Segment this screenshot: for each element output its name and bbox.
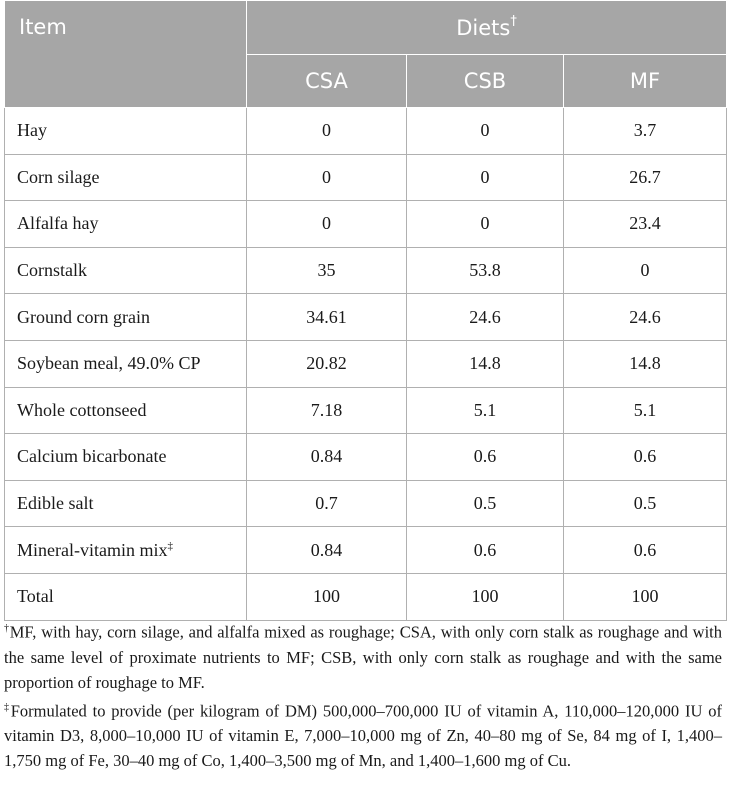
table-row [5, 294, 727, 341]
diets-group-header [247, 1, 727, 55]
footnote-text: MF, with hay, corn silage, and alfalfa mixed as roughage; CSA, with only corn stalk as roughage and with the same level of proximate nutrients to MF; CSB, with only corn stalk as roughage and with the same proportion of roughage to MF. [4, 622, 723, 692]
table-row [5, 108, 727, 155]
footnote-marker: ‡ [4, 701, 11, 713]
table-row [5, 573, 727, 620]
footnotes [4, 616, 722, 773]
cell-csb: 5.1 [407, 387, 564, 434]
diet-composition-table-container [4, 0, 726, 621]
cell-csa: 100 [247, 573, 407, 620]
table-body [5, 108, 727, 621]
table-row [5, 387, 727, 434]
footnote-text: Formulated to provide (per kilogram of DM) 500,000–700,000 IU of vitamin A, 110,000–120,000 IU of vitamin D3, 8,000–10,000 IU of vitamin E, 7,000–10,000 mg of Zn, 40–80 mg of Se, 84 mg of I, 1,400–1,750 mg of Fe, 30–40 mg of Co, 1,400–3,500 mg of Mn, and 1,400–1,600 mg of Cu. [4, 701, 722, 770]
cell-csa: 7.18 [247, 387, 407, 434]
cell-csb: 0 [407, 201, 564, 248]
row-label [5, 480, 247, 527]
cell-csb: 14.8 [407, 340, 564, 387]
cell-csb: 0.6 [407, 434, 564, 481]
row-label [5, 527, 247, 574]
cell-mf: 14.8 [564, 340, 727, 387]
cell-mf: 24.6 [564, 294, 727, 341]
column-header-mf: MF [564, 55, 727, 108]
table-row [5, 480, 727, 527]
row-label [5, 340, 247, 387]
row-label-text: Whole cottonseed [17, 399, 147, 420]
cell-csa: 0.7 [247, 480, 407, 527]
row-label-text: Mineral-vitamin mix [17, 539, 168, 560]
header-row-top [5, 1, 727, 55]
row-label [5, 294, 247, 341]
row-label [5, 154, 247, 201]
cell-mf: 26.7 [564, 154, 727, 201]
cell-mf: 0 [564, 247, 727, 294]
table-row [5, 247, 727, 294]
row-label-text: Corn silage [17, 166, 100, 187]
row-label-text: Alfalfa hay [17, 213, 99, 234]
diet-composition-table [4, 0, 727, 621]
cell-mf: 5.1 [564, 387, 727, 434]
footnote-double-dagger [4, 695, 722, 774]
footnote-dagger [4, 616, 722, 695]
row-label-text: Hay [17, 120, 47, 141]
cell-mf: 0.5 [564, 480, 727, 527]
table-row [5, 434, 727, 481]
table-row [5, 527, 727, 574]
row-footnote-marker: ‡ [167, 539, 173, 552]
cell-csb: 0 [407, 108, 564, 155]
row-label [5, 201, 247, 248]
table-row [5, 340, 727, 387]
cell-mf: 0.6 [564, 434, 727, 481]
cell-csa: 34.61 [247, 294, 407, 341]
row-label [5, 247, 247, 294]
cell-mf: 23.4 [564, 201, 727, 248]
cell-csa: 35 [247, 247, 407, 294]
row-label-text: Total [17, 586, 54, 607]
cell-csa: 0.84 [247, 527, 407, 574]
table-header [5, 1, 727, 108]
cell-csb: 53.8 [407, 247, 564, 294]
diets-label: Diets [456, 15, 511, 40]
cell-mf: 3.7 [564, 108, 727, 155]
row-label-text: Cornstalk [17, 260, 87, 281]
row-label-text: Calcium bicarbonate [17, 446, 167, 467]
table-row [5, 154, 727, 201]
cell-csa: 0.84 [247, 434, 407, 481]
row-label [5, 573, 247, 620]
cell-csa: 0 [247, 108, 407, 155]
item-column-header: Item [5, 1, 247, 108]
cell-csb: 0 [407, 154, 564, 201]
cell-csa: 20.82 [247, 340, 407, 387]
cell-csa: 0 [247, 201, 407, 248]
cell-csb: 100 [407, 573, 564, 620]
footnote-marker: † [4, 623, 10, 634]
row-label-text: Ground corn grain [17, 306, 150, 327]
cell-csb: 0.6 [407, 527, 564, 574]
cell-csb: 24.6 [407, 294, 564, 341]
row-label-text: Edible salt [17, 493, 94, 514]
row-label [5, 108, 247, 155]
row-label [5, 434, 247, 481]
cell-mf: 100 [564, 573, 727, 620]
table-row [5, 201, 727, 248]
cell-csa: 0 [247, 154, 407, 201]
column-header-csa: CSA [247, 55, 407, 108]
cell-mf: 0.6 [564, 527, 727, 574]
row-label [5, 387, 247, 434]
diets-footnote-marker: † [510, 13, 517, 29]
row-label-text: Soybean meal, 49.0% CP [17, 353, 201, 374]
column-header-csb: CSB [407, 55, 564, 108]
cell-csb: 0.5 [407, 480, 564, 527]
